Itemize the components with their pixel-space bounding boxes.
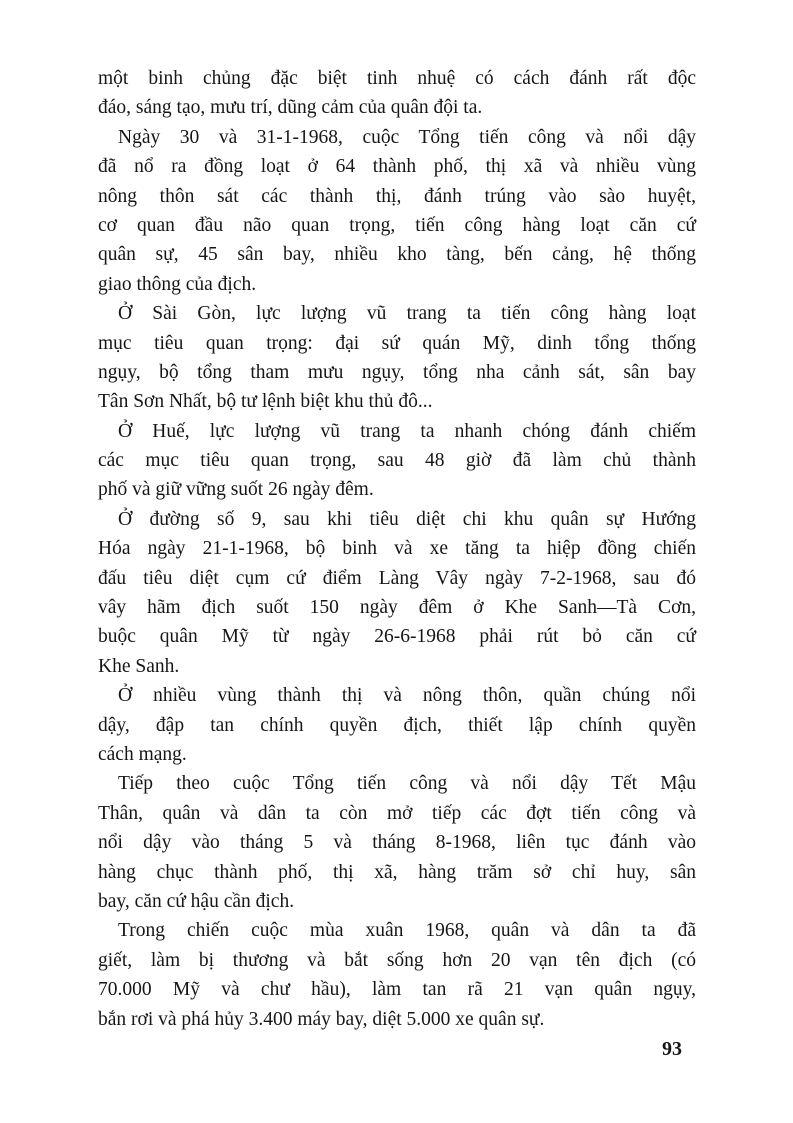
paragraph-tet-offensive [98, 123, 696, 299]
text-line: Tiếp theo cuộc Tổng tiến công và nổi dậy Tết Mậu [118, 773, 696, 795]
text-line: Ở nhiều vùng thành thị và nông thôn, quần chúng nổi [118, 685, 696, 707]
text-line: đáo, sáng tạo, mưu trí, dũng cảm của quân đội ta. [98, 97, 483, 119]
text-line: mục tiêu quan trọng: đại sứ quán Mỹ, dinh tổng thống [98, 332, 696, 354]
text-line: 70.000 Mỹ và chư hầu), làm tan rã 21 vạn quân ngụy, [98, 979, 696, 1001]
paragraph-hue [98, 417, 696, 505]
text-line: hàng chục thành phố, thị xã, hàng trăm sở chỉ huy, sân [98, 861, 696, 883]
paragraph-saigon [98, 299, 696, 417]
text-line: dậy, đập tan chính quyền địch, thiết lập chính quyền [98, 714, 696, 736]
text-line: một binh chủng đặc biệt tinh nhuệ có cách đánh rất độc [98, 68, 696, 89]
paragraph-route-9 [98, 505, 696, 681]
text-line: nổi dậy vào tháng 5 và tháng 8-1968, liên tục đánh vào [98, 832, 696, 854]
page-number: 93 [662, 1038, 682, 1060]
text-line: đã nổ ra đồng loạt ở 64 thành phố, thị xã và nhiều vùng [98, 156, 696, 178]
text-line: Thân, quân và dân ta còn mở tiếp các đợt tiến công và [98, 802, 696, 824]
text-line: ngụy, bộ tổng tham mưu ngụy, tổng nha cảnh sát, sân bay [98, 361, 696, 383]
paragraph-follow-up [98, 769, 696, 916]
text-line: Ở Huế, lực lượng vũ trang ta nhanh chóng đánh chiếm [118, 420, 696, 442]
text-line: phố và giữ vững suốt 26 ngày đêm. [98, 479, 374, 501]
text-line: buộc quân Mỹ từ ngày 26-6-1968 phải rút bỏ căn cứ [98, 626, 696, 648]
text-line: giao thông của địch. [98, 273, 257, 295]
text-line: cách mạng. [98, 743, 187, 765]
text-line: giết, làm bị thương và bắt sống hơn 20 vạn tên địch (có [98, 949, 696, 971]
text-line: quân sự, 45 sân bay, nhiều kho tàng, bến cảng, hệ thống [98, 244, 696, 266]
text-line: Ngày 30 và 31-1-1968, cuộc Tổng tiến công và nổi dậy [118, 126, 696, 148]
text-line: Trong chiến cuộc mùa xuân 1968, quân và dân ta đã [118, 920, 696, 942]
text-line: Ở đường số 9, sau khi tiêu diệt chi khu quân sự Hướng [118, 508, 696, 530]
paragraph-uprising [98, 681, 696, 769]
text-line: các mục tiêu quan trọng, sau 48 giờ đã làm chủ thành [98, 450, 696, 472]
paragraph-continuation [98, 64, 696, 123]
text-line: đấu tiêu diệt cụm cứ điểm Làng Vây ngày 7-2-1968, sau đó [98, 567, 696, 589]
text-line: vây hãm địch suốt 150 ngày đêm ở Khe Sanh—Tà Cơn, [98, 597, 696, 619]
text-line: Hóa ngày 21-1-1968, bộ binh và xe tăng ta hiệp đồng chiến [98, 538, 696, 560]
paragraph-spring-campaign [98, 916, 696, 1034]
text-line: Khe Sanh. [98, 655, 180, 677]
text-line: Ở Sài Gòn, lực lượng vũ trang ta tiến công hàng loạt [118, 303, 696, 325]
body-text [98, 64, 696, 1034]
text-line: bay, căn cứ hậu cần địch. [98, 890, 295, 912]
text-line: bắn rơi và phá hủy 3.400 máy bay, diệt 5.000 xe quân sự. [98, 1008, 545, 1030]
text-line: nông thôn sát các thành thị, đánh trúng vào sào huyệt, [98, 185, 696, 207]
text-line: cơ quan đầu não quan trọng, tiến công hàng loạt căn cứ [98, 214, 696, 236]
text-line: Tân Sơn Nhất, bộ tư lệnh biệt khu thủ đô... [98, 391, 433, 413]
